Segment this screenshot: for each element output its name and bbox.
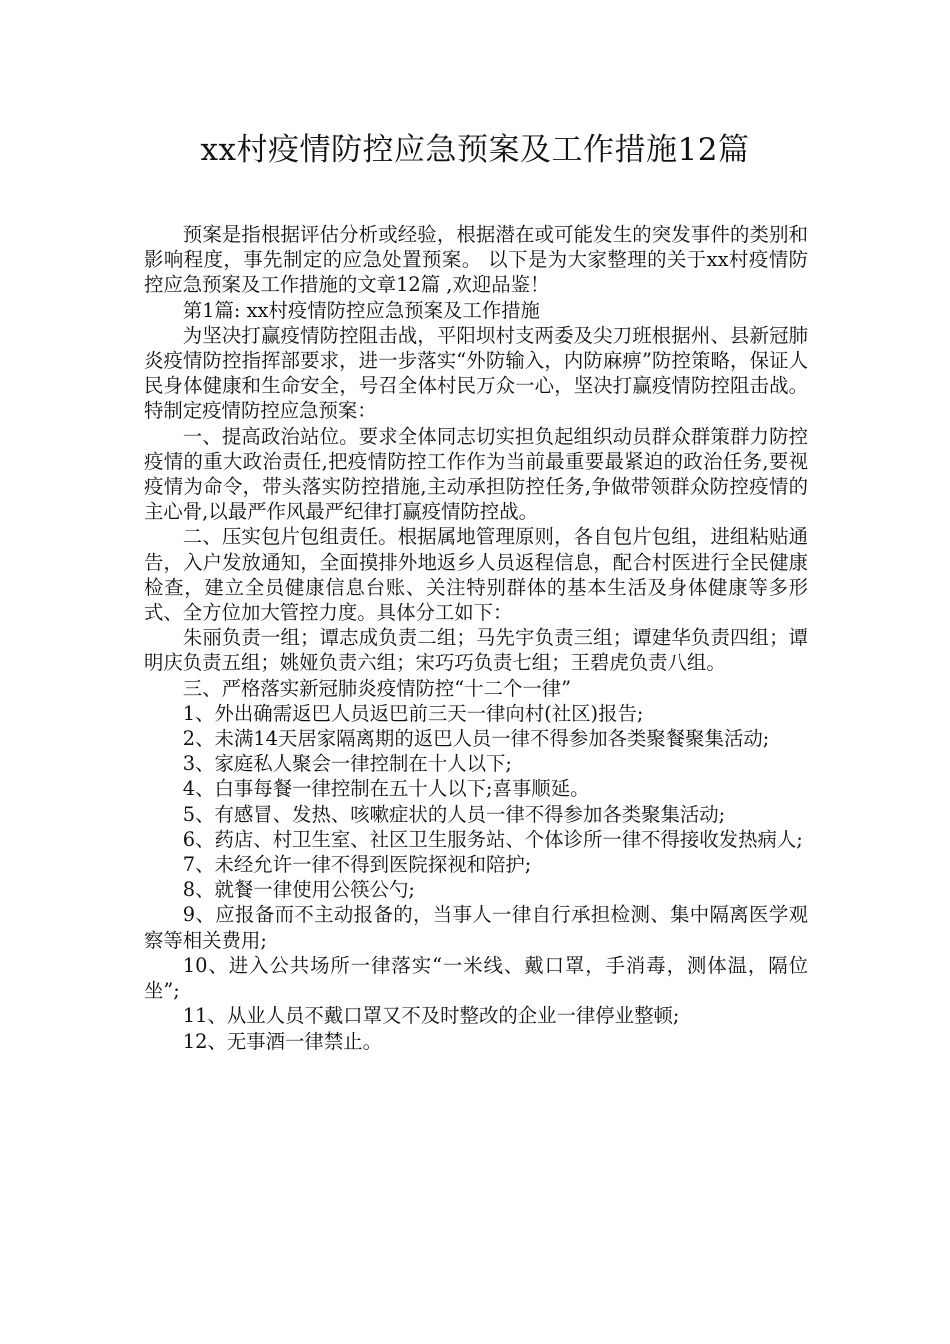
rule-item-3: 3、家庭私人聚会一律控制在十人以下; [182,752,512,776]
document-body [144,222,808,1054]
rule-item-2: 2、未满14天居家隔离期的返巴人员一律不得参加各类聚餐聚集活动; [182,727,770,751]
rule-item-11: 11、从业人员不戴口罩又不及时整改的企业一律停业整顿; [182,1004,680,1028]
document-title: xx村疫情防控应急预案及工作措施12篇 [200,132,750,168]
rule-item-4: 4、白事每餐一律控制在五十人以下;喜事顺延。 [182,777,590,801]
rule-item-9: 9、应报备而不主动报备的，当事人一律自行承担检测、集中隔离医学观察等相关费用; [144,903,808,952]
rule-item-7: 7、未经允许一律不得到医院探视和陪护; [182,853,532,877]
rule-item-8: 8、就餐一律使用公筷公勺; [182,878,415,902]
intro-paragraph: 预案是指根据评估分析或经验，根据潜在或可能发生的突发事件的类别和影响程度，事先制定的应急处置预案。 以下是为大家整理的关于xx村疫情防控应急预案及工作措施的文章12篇 ,欢迎品鉴！ [144,223,808,297]
section-1-paragraph: 一、提高政治站位。要求全体同志切实担负起组织动员群众群策群力防控疫情的重大政治责任,把疫情防控工作作为当前最重要最紧迫的政治任务,要视疫情为命令，带头落实防控措施,主动承担防控任务,争做带领群众防控疫情的主心骨,以最严作风最严纪律打赢疫情防控战。 [144,424,808,524]
body-paragraph: 为坚决打赢疫情防控阻击战，平阳坝村支两委及尖刀班根据州、县新冠肺炎疫情防控指挥部要求，进一步落实“外防输入，内防麻痹”防控策略，保证人民身体健康和生命安全，号召全体村民万众一心，坚决打赢疫情防控阻击战。特制定疫情防控应急预案： [144,323,808,423]
rule-item-1: 1、外出确需返巴人员返巴前三天一律向村(社区)报告; [182,701,644,725]
rule-item-6: 6、药店、村卫生室、社区卫生服务站、个体诊所一律不得接收发热病人; [182,827,803,851]
assignment-paragraph: 朱丽负责一组；谭志成负责二组；马先宇负责三组；谭建华负责四组；谭明庆负责五组；姚娅负责六组；宋巧巧负责七组；王碧虎负责八组。 [144,626,808,675]
article-heading: 第1篇: xx村疫情防控应急预案及工作措施 [182,298,540,322]
section-3-heading: 三、严格落实新冠肺炎疫情防控“十二个一律” [182,676,572,700]
rule-item-12: 12、无事酒一律禁止。 [182,1029,382,1053]
rule-item-5: 5、有感冒、发热、咳嗽症状的人员一律不得参加各类聚集活动; [182,802,726,826]
rule-item-10: 10、进入公共场所一律落实“一米线、戴口罩，手消毒，测体温，隔位坐”; [144,953,808,1003]
section-2-paragraph: 二、压实包片包组责任。根据属地管理原则，各自包片包组，进组粘贴通告，入户发放通知，全面摸排外地返乡人员返程信息，配合村医进行全民健康检查，建立全员健康信息台账、关注特别群体的基本生活及身体健康等多形式、全方位加大管控力度。具体分工如下： [144,525,808,625]
